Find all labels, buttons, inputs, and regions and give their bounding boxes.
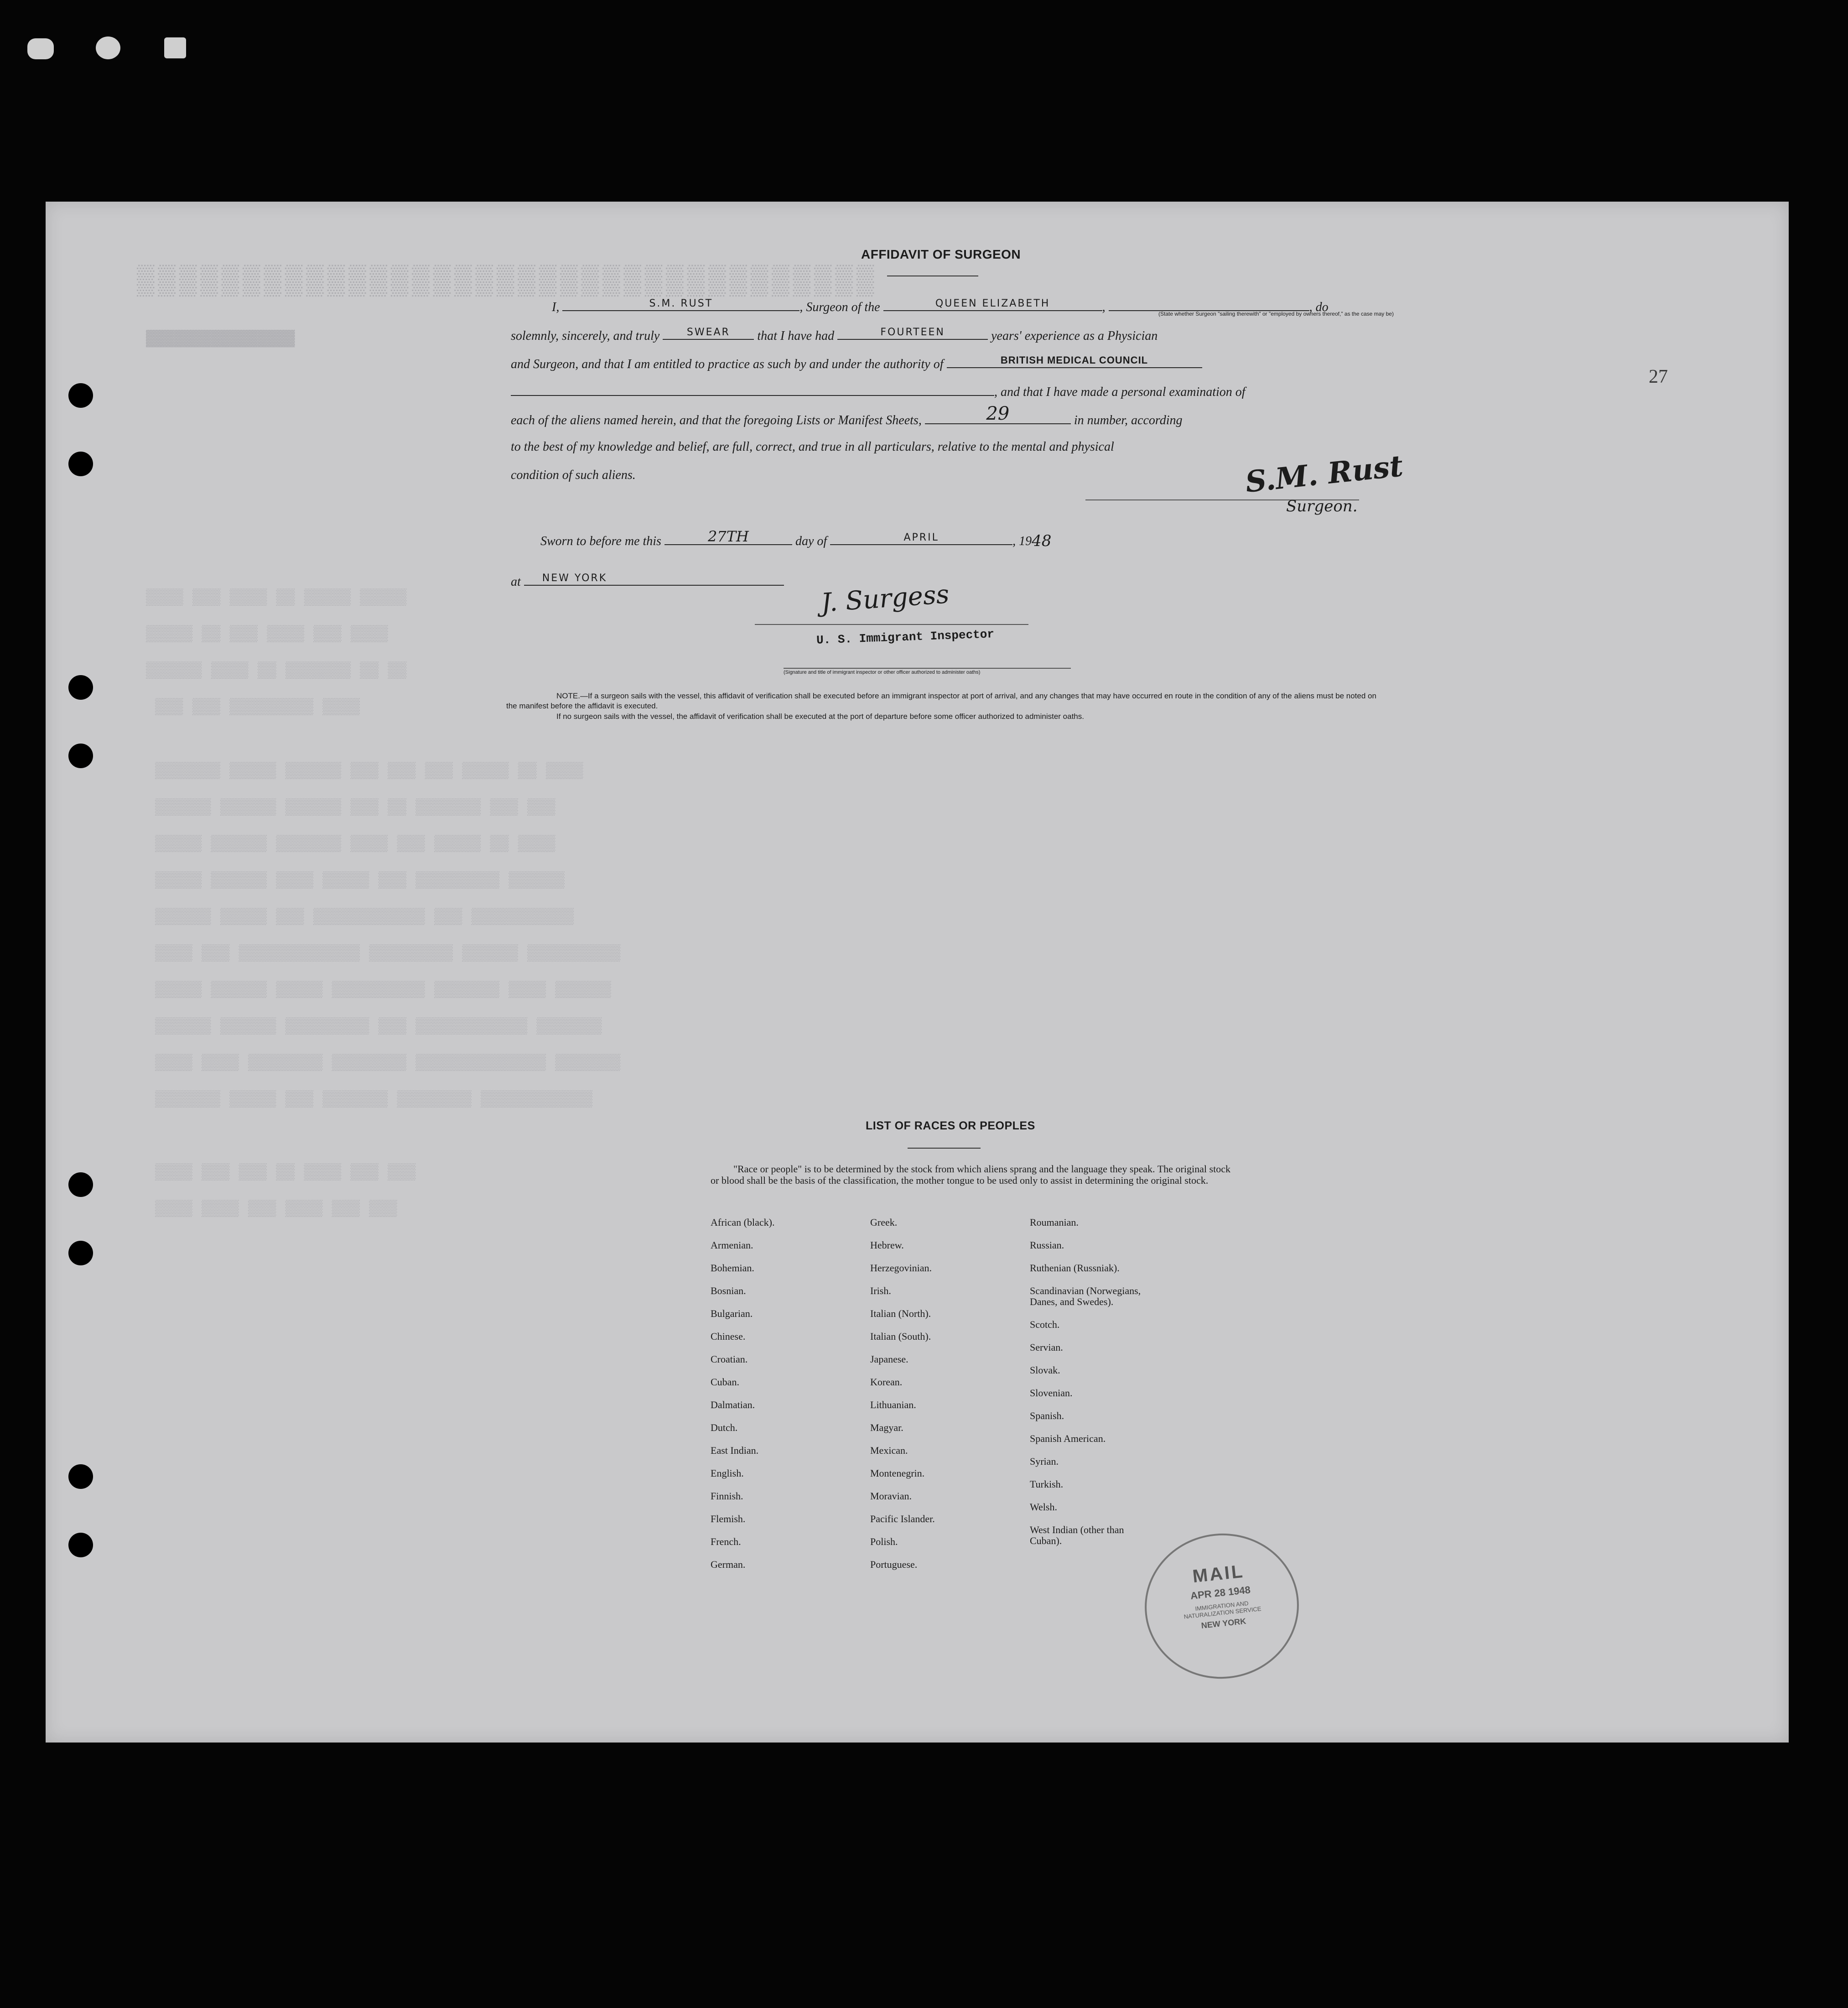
race-item: Servian.	[1030, 1342, 1063, 1353]
text: , and that I have made a personal examination of	[994, 385, 1246, 399]
race-item: Japanese.	[870, 1353, 908, 1365]
bleed-through: ▒▒▒▒▒ ▒▒ ▒▒▒ ▒▒▒▒ ▒▒▒ ▒▒▒▒	[146, 626, 388, 643]
race-item: Korean.	[870, 1376, 903, 1388]
races-column-3	[1030, 1217, 1194, 1558]
years-field	[837, 327, 988, 340]
bleed-through: ▒▒▒▒▒ ▒▒▒▒▒▒ ▒▒▒▒▒▒▒ ▒▒▒▒ ▒▒▒ ▒▒▒▒▒ ▒▒ ▒▒▒▒	[155, 836, 555, 853]
oath-field	[663, 327, 754, 340]
race-item: Bosnian.	[711, 1285, 746, 1296]
years: FOURTEEN	[880, 327, 945, 338]
race-item: Roumanian.	[1030, 1217, 1079, 1228]
bleed-through: ▒▒▒▒▒▒ ▒▒▒▒▒▒ ▒▒▒▒▒▒ ▒▒▒ ▒▒ ▒▒▒▒▒▒▒ ▒▒▒ ▒▒▒	[155, 799, 555, 817]
sheet-number: 27	[1649, 366, 1668, 387]
film-mark	[164, 37, 186, 58]
text: at	[511, 575, 521, 589]
bleed-through: ▒▒▒▒▒▒ ▒▒▒▒ ▒▒ ▒▒▒▒▒▒▒ ▒▒ ▒▒	[146, 662, 407, 680]
races-column-1	[711, 1217, 866, 1582]
inspector-signature-line	[755, 624, 1028, 625]
affidavit-line-1: I, S.M. RUST , Surgeon of the QUEEN ELIZABETH , , do	[552, 298, 1329, 314]
affidavit-line-6: to the best of my knowledge and belief, are full, correct, and true in all particulars, relative to the mental and physical	[511, 440, 1114, 454]
race-item: Russian.	[1030, 1239, 1064, 1251]
binder-hole	[68, 1241, 93, 1265]
surgeon-signature: S.M. Rust	[1244, 449, 1405, 499]
vessel-name: QUEEN ELIZABETH	[935, 298, 1050, 309]
binder-hole	[68, 452, 93, 476]
race-item: Ruthenian (Russniak).	[1030, 1262, 1120, 1274]
race-item: German.	[711, 1559, 746, 1570]
authority-field	[947, 355, 1202, 368]
month-field	[830, 532, 1012, 545]
race-item: Bohemian.	[711, 1262, 754, 1274]
bleed-through: ▒▒▒▒ ▒▒▒ ▒▒▒ ▒▒ ▒▒▒▒ ▒▒▒ ▒▒▒	[155, 1164, 416, 1181]
race-item: Turkish.	[1030, 1478, 1064, 1490]
text: each of the aliens named herein, and that the foregoing Lists or Manifest Sheets,	[511, 413, 922, 427]
race-item: Italian (North).	[870, 1308, 931, 1319]
bleed-through: ▒▒▒▒▒ ▒▒▒▒▒▒ ▒▒▒▒▒ ▒▒▒▒▒▒▒▒▒▒ ▒▒▒▒▒▒▒ ▒▒▒▒ ▒▒▒▒▒▒	[155, 982, 611, 999]
sworn-day: 27TH	[707, 528, 749, 545]
affidavit-line-5	[511, 403, 1183, 428]
postmark-city: NEW YORK	[1200, 1616, 1247, 1630]
race-item: East Indian.	[711, 1445, 759, 1456]
surgeon-name: S.M. RUST	[649, 298, 713, 309]
text: , do	[1309, 300, 1329, 314]
races-column-2	[870, 1217, 1025, 1582]
race-item: Bulgarian.	[711, 1308, 753, 1319]
race-item: Irish.	[870, 1285, 891, 1296]
bleed-through: ▒▒▒▒▒▒▒▒▒▒▒▒▒▒▒▒▒▒▒▒▒▒▒▒▒▒▒▒▒▒▒▒▒▒▒	[137, 265, 878, 298]
blank-line	[511, 383, 994, 396]
affidavit-line-3	[511, 355, 1202, 372]
race-item: African (black).	[711, 1217, 775, 1228]
vessel-field	[883, 298, 1102, 311]
affidavit-line-7: condition of such aliens.	[511, 468, 636, 482]
race-item: Armenian.	[711, 1239, 753, 1251]
race-item: West Indian (other than Cuban).	[1030, 1524, 1124, 1546]
sworn-year: 48	[1032, 532, 1052, 550]
race-item: Syrian.	[1030, 1456, 1059, 1467]
sworn-line	[540, 528, 1052, 550]
film-mark	[27, 38, 54, 59]
sheets-field	[925, 403, 1071, 424]
note-2: If no surgeon sails with the vessel, the affidavit of verification shall be executed at the port of departure before some officer authorized to administer oaths.	[556, 712, 1084, 721]
bleed-through: ▓▓▓▓▓▓▓▓▓▓▓▓▓▓▓▓	[146, 330, 295, 348]
race-item: Flemish.	[711, 1513, 746, 1524]
oath: SWEAR	[686, 327, 730, 338]
bleed-through: ▒▒▒▒ ▒▒▒▒ ▒▒▒ ▒▒▒▒ ▒▒▒ ▒▒▒	[155, 1201, 397, 1218]
inspector-caption: (Signature and title of immigrant inspector or other officer authorized to administer oaths)	[784, 670, 981, 675]
text: solemnly, sincerely, and truly	[511, 329, 660, 343]
postmark-date: APR 28 1948	[1189, 1584, 1251, 1602]
inspector-caption-line	[784, 668, 1071, 669]
bleed-through: ▒▒▒▒▒ ▒▒▒▒▒▒ ▒▒▒▒ ▒▒▒▒▒ ▒▒▒ ▒▒▒▒▒▒▒▒▒ ▒▒▒▒▒▒	[155, 872, 565, 890]
document-page	[46, 202, 1789, 1743]
binder-hole	[68, 675, 93, 700]
race-item: Herzegovinian.	[870, 1262, 932, 1274]
race-item: Scandinavian (Norwegians, Danes, and Swedes).	[1030, 1285, 1141, 1307]
bleed-through: ▒▒▒▒ ▒▒▒ ▒▒▒▒▒▒▒▒▒▒▒▒▒ ▒▒▒▒▒▒▒▒▒ ▒▒▒▒▒▒ ▒▒▒▒▒▒▒▒▒▒	[155, 945, 621, 962]
races-title-rule	[908, 1148, 981, 1149]
race-item: Slovenian.	[1030, 1387, 1073, 1399]
text: , 19	[1012, 534, 1032, 548]
bleed-through: ▒▒▒▒▒▒▒ ▒▒▒▒▒ ▒▒▒▒▒▒ ▒▒▒ ▒▒▒ ▒▒▒ ▒▒▒▒▒ ▒▒ ▒▒▒▒	[155, 763, 583, 780]
place: NEW YORK	[542, 572, 607, 584]
text: Sworn to before me this	[540, 534, 661, 548]
race-item: Chinese.	[711, 1331, 746, 1342]
race-item: Cuban.	[711, 1376, 739, 1388]
sailing-field	[1109, 298, 1309, 311]
surgeon-name-field	[562, 298, 799, 311]
bleed-through: ▒▒▒▒▒▒ ▒▒▒▒▒ ▒▒▒ ▒▒▒▒▒▒▒▒▒▒▒▒ ▒▒▒ ▒▒▒▒▒▒▒▒▒▒▒	[155, 909, 574, 926]
place-field	[524, 573, 784, 586]
inspector-title: U. S. Immigrant Inspector	[816, 627, 995, 647]
race-item: Portuguese.	[870, 1559, 918, 1570]
race-item: Magyar.	[870, 1422, 903, 1433]
at-line	[511, 573, 784, 589]
race-item: Slovak.	[1030, 1364, 1060, 1376]
day-field	[664, 528, 792, 545]
race-item: Lithuanian.	[870, 1399, 916, 1410]
races-intro: "Race or people" is to be determined by the stock from which aliens sprang and the language they speak. The original stock or blood shall be the basis of the classification, the mother tongue to be used only to assist in determining the original stock.	[711, 1163, 1230, 1186]
binder-hole	[68, 1464, 93, 1489]
race-item: French.	[711, 1536, 741, 1547]
authority: BRITISH MEDICAL COUNCIL	[1000, 354, 1148, 366]
sheet-count: 29	[986, 403, 1010, 424]
text: , Surgeon of the	[799, 300, 880, 314]
postmark-agency: IMMIGRATION AND NATURALIZATION SERVICE	[1183, 1599, 1262, 1620]
race-item: Croatian.	[711, 1353, 748, 1365]
binder-hole	[68, 744, 93, 768]
race-item: Finnish.	[711, 1490, 743, 1502]
race-item: Spanish.	[1030, 1410, 1064, 1421]
sailing-note: (State whether Surgeon "sailing therewith" or "employed by owners thereof," as the case may be)	[1158, 311, 1394, 317]
affidavit-line-2	[511, 327, 1158, 343]
race-item: English.	[711, 1467, 744, 1479]
bleed-through: ▒▒▒▒▒▒▒ ▒▒▒▒▒ ▒▒▒ ▒▒▒▒▒▒▒ ▒▒▒▒▒▒▒▒ ▒▒▒▒▒▒▒▒▒▒▒▒	[155, 1091, 592, 1108]
bleed-through: ▒▒▒▒▒▒ ▒▒▒▒▒▒ ▒▒▒▒▒▒▒▒▒ ▒▒▒ ▒▒▒▒▒▒▒▒▒▒▒▒ ▒▒▒▒▒▒▒	[155, 1018, 602, 1035]
surgeon-title: Surgeon.	[1286, 497, 1358, 515]
race-item: Pacific Islander.	[870, 1513, 935, 1524]
race-item: Welsh.	[1030, 1501, 1057, 1513]
race-item: Dutch.	[711, 1422, 738, 1433]
race-item: Dalmatian.	[711, 1399, 755, 1410]
text: I,	[552, 300, 560, 314]
bleed-through: ▒▒▒▒ ▒▒▒ ▒▒▒▒ ▒▒ ▒▒▒▒▒ ▒▒▒▒▒	[146, 589, 407, 607]
race-item: Italian (South).	[870, 1331, 931, 1342]
text: day of	[795, 534, 827, 548]
binder-hole	[68, 383, 93, 408]
text: that I have had	[757, 329, 835, 343]
race-item: Montenegrin.	[870, 1467, 925, 1479]
races-title: LIST OF RACES OR PEOPLES	[866, 1119, 1035, 1132]
text: and Surgeon, and that I am entitled to practice as such by and under the authority of	[511, 357, 944, 371]
race-item: Moravian.	[870, 1490, 912, 1502]
affidavit-line-4	[511, 383, 1246, 400]
text: in number, according	[1074, 413, 1183, 427]
race-item: Scotch.	[1030, 1319, 1060, 1330]
race-item: Greek.	[870, 1217, 898, 1228]
binder-hole	[68, 1172, 93, 1197]
race-item: Mexican.	[870, 1445, 908, 1456]
bleed-through: ▒▒▒▒ ▒▒▒▒ ▒▒▒▒▒▒▒▒ ▒▒▒▒▒▒▒▒ ▒▒▒▒▒▒▒▒▒▒▒▒▒▒ ▒▒▒▒▒▒▒	[155, 1055, 621, 1072]
inspector-signature: J. Surgess	[820, 579, 950, 618]
film-mark	[96, 36, 120, 59]
text: years' experience as a Physician	[991, 329, 1158, 343]
race-item: Hebrew.	[870, 1239, 904, 1251]
bleed-through: ▒▒▒ ▒▒▒ ▒▒▒▒▒▒▒▒▒ ▒▒▒▒	[155, 699, 360, 716]
race-item: Spanish American.	[1030, 1433, 1106, 1444]
binder-hole	[68, 1533, 93, 1557]
affidavit-title: AFFIDAVIT OF SURGEON	[861, 247, 1021, 261]
race-item: Polish.	[870, 1536, 898, 1547]
note-1: NOTE.—If a surgeon sails with the vessel, this affidavit of verification shall be executed before an immigrant inspector at port of arrival, and any changes that may have occurred en route in the condition of any of the aliens must be noted on the manifest before the affidavit is executed.	[506, 692, 1376, 710]
postmark-mail: MAIL	[1191, 1561, 1246, 1587]
sworn-month: APRIL	[903, 532, 939, 543]
